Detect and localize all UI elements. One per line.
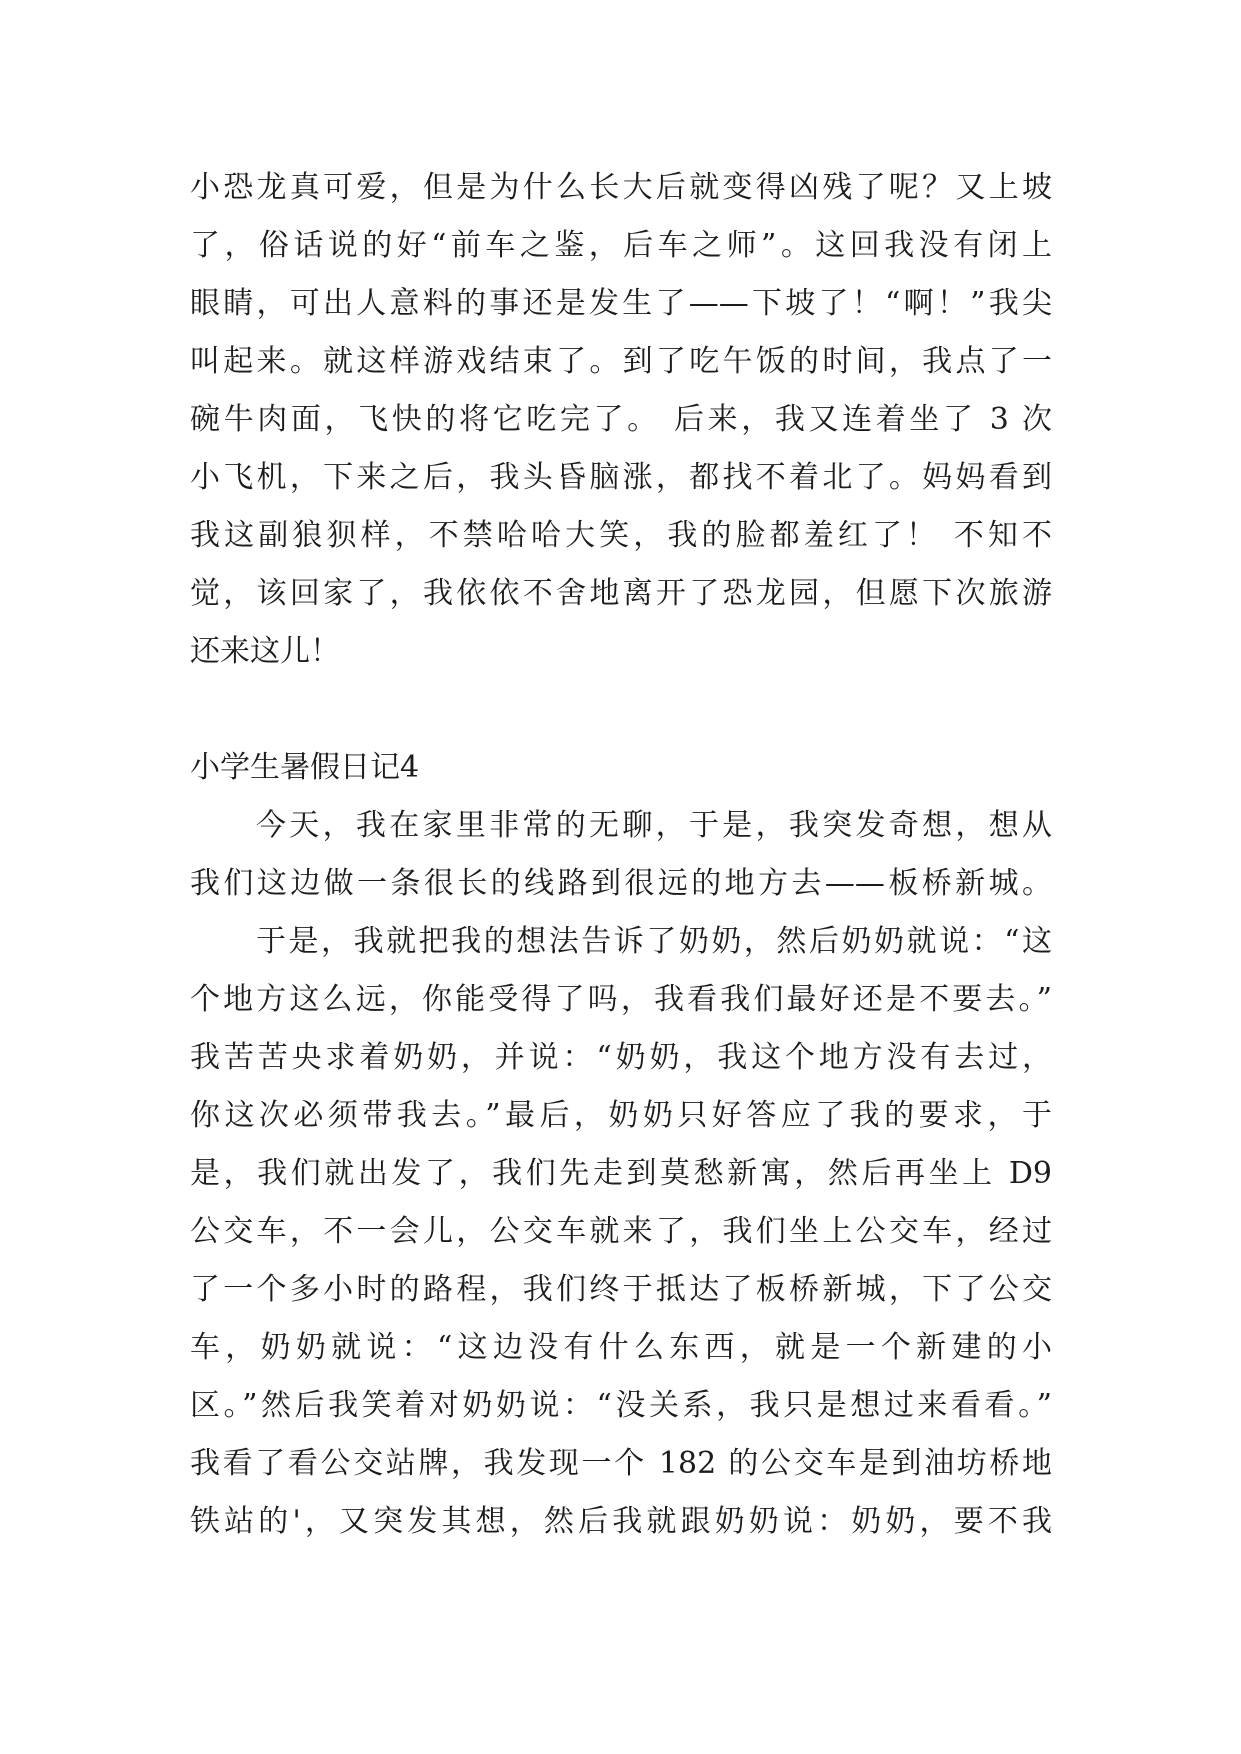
text-line: 今天，我在家里非常的无聊，于是，我突发奇想，想从: [256, 808, 1052, 843]
paragraph: [190, 797, 1052, 913]
section-title: 小学生暑假日记4: [190, 750, 420, 785]
text-line: 觉，该回家了，我依依不舍地离开了恐龙园，但愿下次旅游: [190, 576, 1052, 611]
text-line: 你这次必须带我去。”最后，奶奶只好答应了我的要求，于: [190, 1098, 1052, 1133]
document-body: [190, 159, 1052, 1551]
text-line: 我看了看公交站牌，我发现一个 182 的公交车是到油坊桥地: [190, 1446, 1052, 1481]
text-line: 区。”然后我笑着对奶奶说：“没关系，我只是想过来看看。”: [190, 1388, 1052, 1423]
text-line: 还来这儿！: [190, 634, 340, 669]
text-line: 小飞机，下来之后，我头昏脑涨，都找不着北了。妈妈看到: [190, 460, 1052, 495]
text-line: 是，我们就出发了，我们先走到莫愁新寓，然后再坐上 D9: [190, 1156, 1052, 1191]
blank-line: [190, 681, 1052, 739]
text-line: 叫起来。就这样游戏结束了。到了吃午饭的时间，我点了一: [190, 344, 1052, 379]
text-line: 我这副狼狈样，不禁哈哈大笑，我的脸都羞红了！ 不知不: [190, 518, 1052, 553]
text-line: 个地方这么远，你能受得了吗，我看我们最好还是不要去。”: [190, 982, 1052, 1017]
text-line: 眼睛，可出人意料的事还是发生了——下坡了！“啊！”我尖: [190, 286, 1052, 321]
text-line: 我们这边做一条很长的线路到很远的地方去——板桥新城。: [190, 866, 1052, 901]
text-line: 碗牛肉面，飞快的将它吃完了。 后来，我又连着坐了 3 次: [190, 402, 1052, 437]
paragraph: [190, 913, 1052, 1551]
text-line: 公交车，不一会儿，公交车就来了，我们坐上公交车，经过: [190, 1214, 1052, 1249]
text-line: 于是，我就把我的想法告诉了奶奶，然后奶奶就说：“这: [256, 924, 1052, 959]
paragraph: [190, 159, 1052, 681]
text-line: 了，俗话说的好“前车之鉴，后车之师”。这回我没有闭上: [190, 228, 1052, 263]
text-line: 我苦苦央求着奶奶，并说：“奶奶，我这个地方没有去过，: [190, 1040, 1052, 1075]
text-line: 车，奶奶就说：“这边没有什么东西，就是一个新建的小: [190, 1330, 1052, 1365]
text-line: 铁站的'，又突发其想，然后我就跟奶奶说：奶奶，要不我: [190, 1504, 1052, 1539]
text-line: 了一个多小时的路程，我们终于抵达了板桥新城，下了公交: [190, 1272, 1052, 1307]
text-line: 小恐龙真可爱，但是为什么长大后就变得凶残了呢？又上坡: [190, 170, 1052, 205]
